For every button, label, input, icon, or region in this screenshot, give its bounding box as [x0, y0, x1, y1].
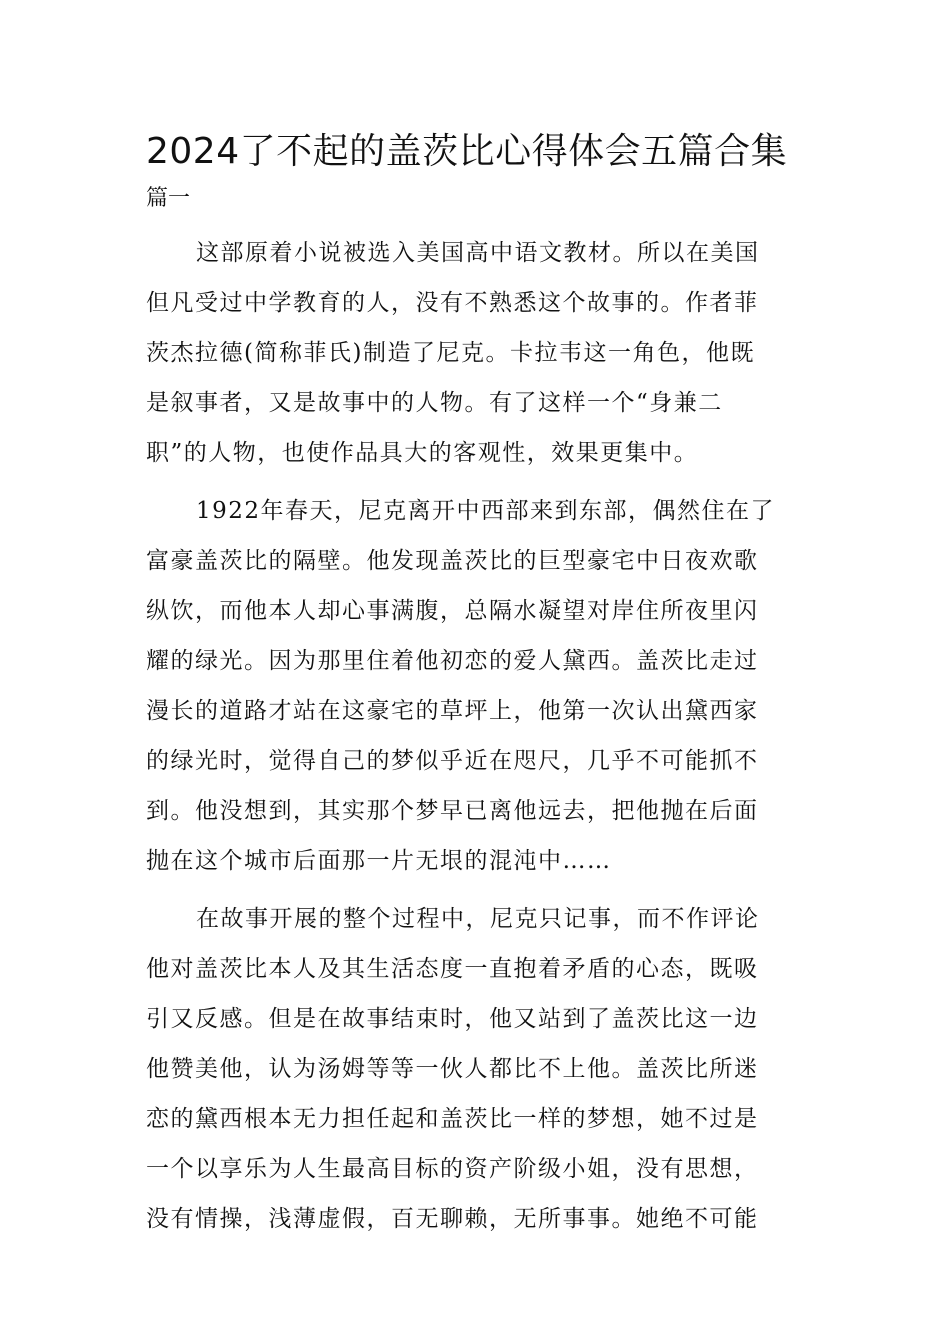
section-label: 篇一	[146, 186, 191, 211]
text-line: 1922年春天，尼克离开中西部来到东部，偶然住在了	[196, 498, 776, 524]
text-line: 是叙事者，又是故事中的人物。有了这样一个“身兼二	[146, 390, 723, 416]
text-line: 一个以享乐为人生最高目标的资产阶级小姐，没有思想，	[146, 1156, 759, 1182]
text-line: 的绿光时，觉得自己的梦似乎近在咫尺，几乎不可能抓不	[146, 748, 759, 774]
paragraph-3	[146, 894, 806, 1244]
paragraph-2	[146, 486, 806, 886]
text-line: 但凡受过中学教育的人，没有不熟悉这个故事的。作者菲	[146, 290, 759, 316]
text-line: 到。他没想到，其实那个梦早已离他远去，把他抛在后面	[146, 798, 759, 824]
text-line: 没有情操，浅薄虚假，百无聊赖，无所事事。她绝不可能	[146, 1206, 759, 1232]
document-title: 2024了不起的盖茨比心得体会五篇合集	[146, 131, 788, 172]
text-line: 抛在这个城市后面那一片无垠的混沌中……	[146, 848, 612, 874]
text-line: 在故事开展的整个过程中，尼克只记事，而不作评论	[196, 906, 760, 932]
text-line: 茨杰拉德(简称菲氏)制造了尼克。卡拉韦这一角色，他既	[146, 340, 755, 366]
text-line: 富豪盖茨比的隔壁。他发现盖茨比的巨型豪宅中日夜欢歌	[146, 548, 759, 574]
text-line: 恋的黛西根本无力担任起和盖茨比一样的梦想，她不过是	[146, 1106, 759, 1132]
text-line: 他赞美他，认为汤姆等等一伙人都比不上他。盖茨比所迷	[146, 1056, 759, 1082]
paragraph-1	[146, 228, 806, 478]
text-line: 漫长的道路才站在这豪宅的草坪上，他第一次认出黛西家	[146, 698, 759, 724]
text-line: 职”的人物，也使作品具大的客观性，效果更集中。	[146, 440, 699, 466]
text-line: 他对盖茨比本人及其生活态度一直抱着矛盾的心态，既吸	[146, 956, 759, 982]
text-line: 耀的绿光。因为那里住着他初恋的爱人黛西。盖茨比走过	[146, 648, 759, 674]
text-line: 引又反感。但是在故事结束时，他又站到了盖茨比这一边	[146, 1006, 759, 1032]
document-body	[146, 228, 806, 1244]
text-line: 这部原着小说被选入美国高中语文教材。所以在美国	[196, 240, 760, 266]
text-line: 纵饮，而他本人却心事满腹，总隔水凝望对岸住所夜里闪	[146, 598, 759, 624]
